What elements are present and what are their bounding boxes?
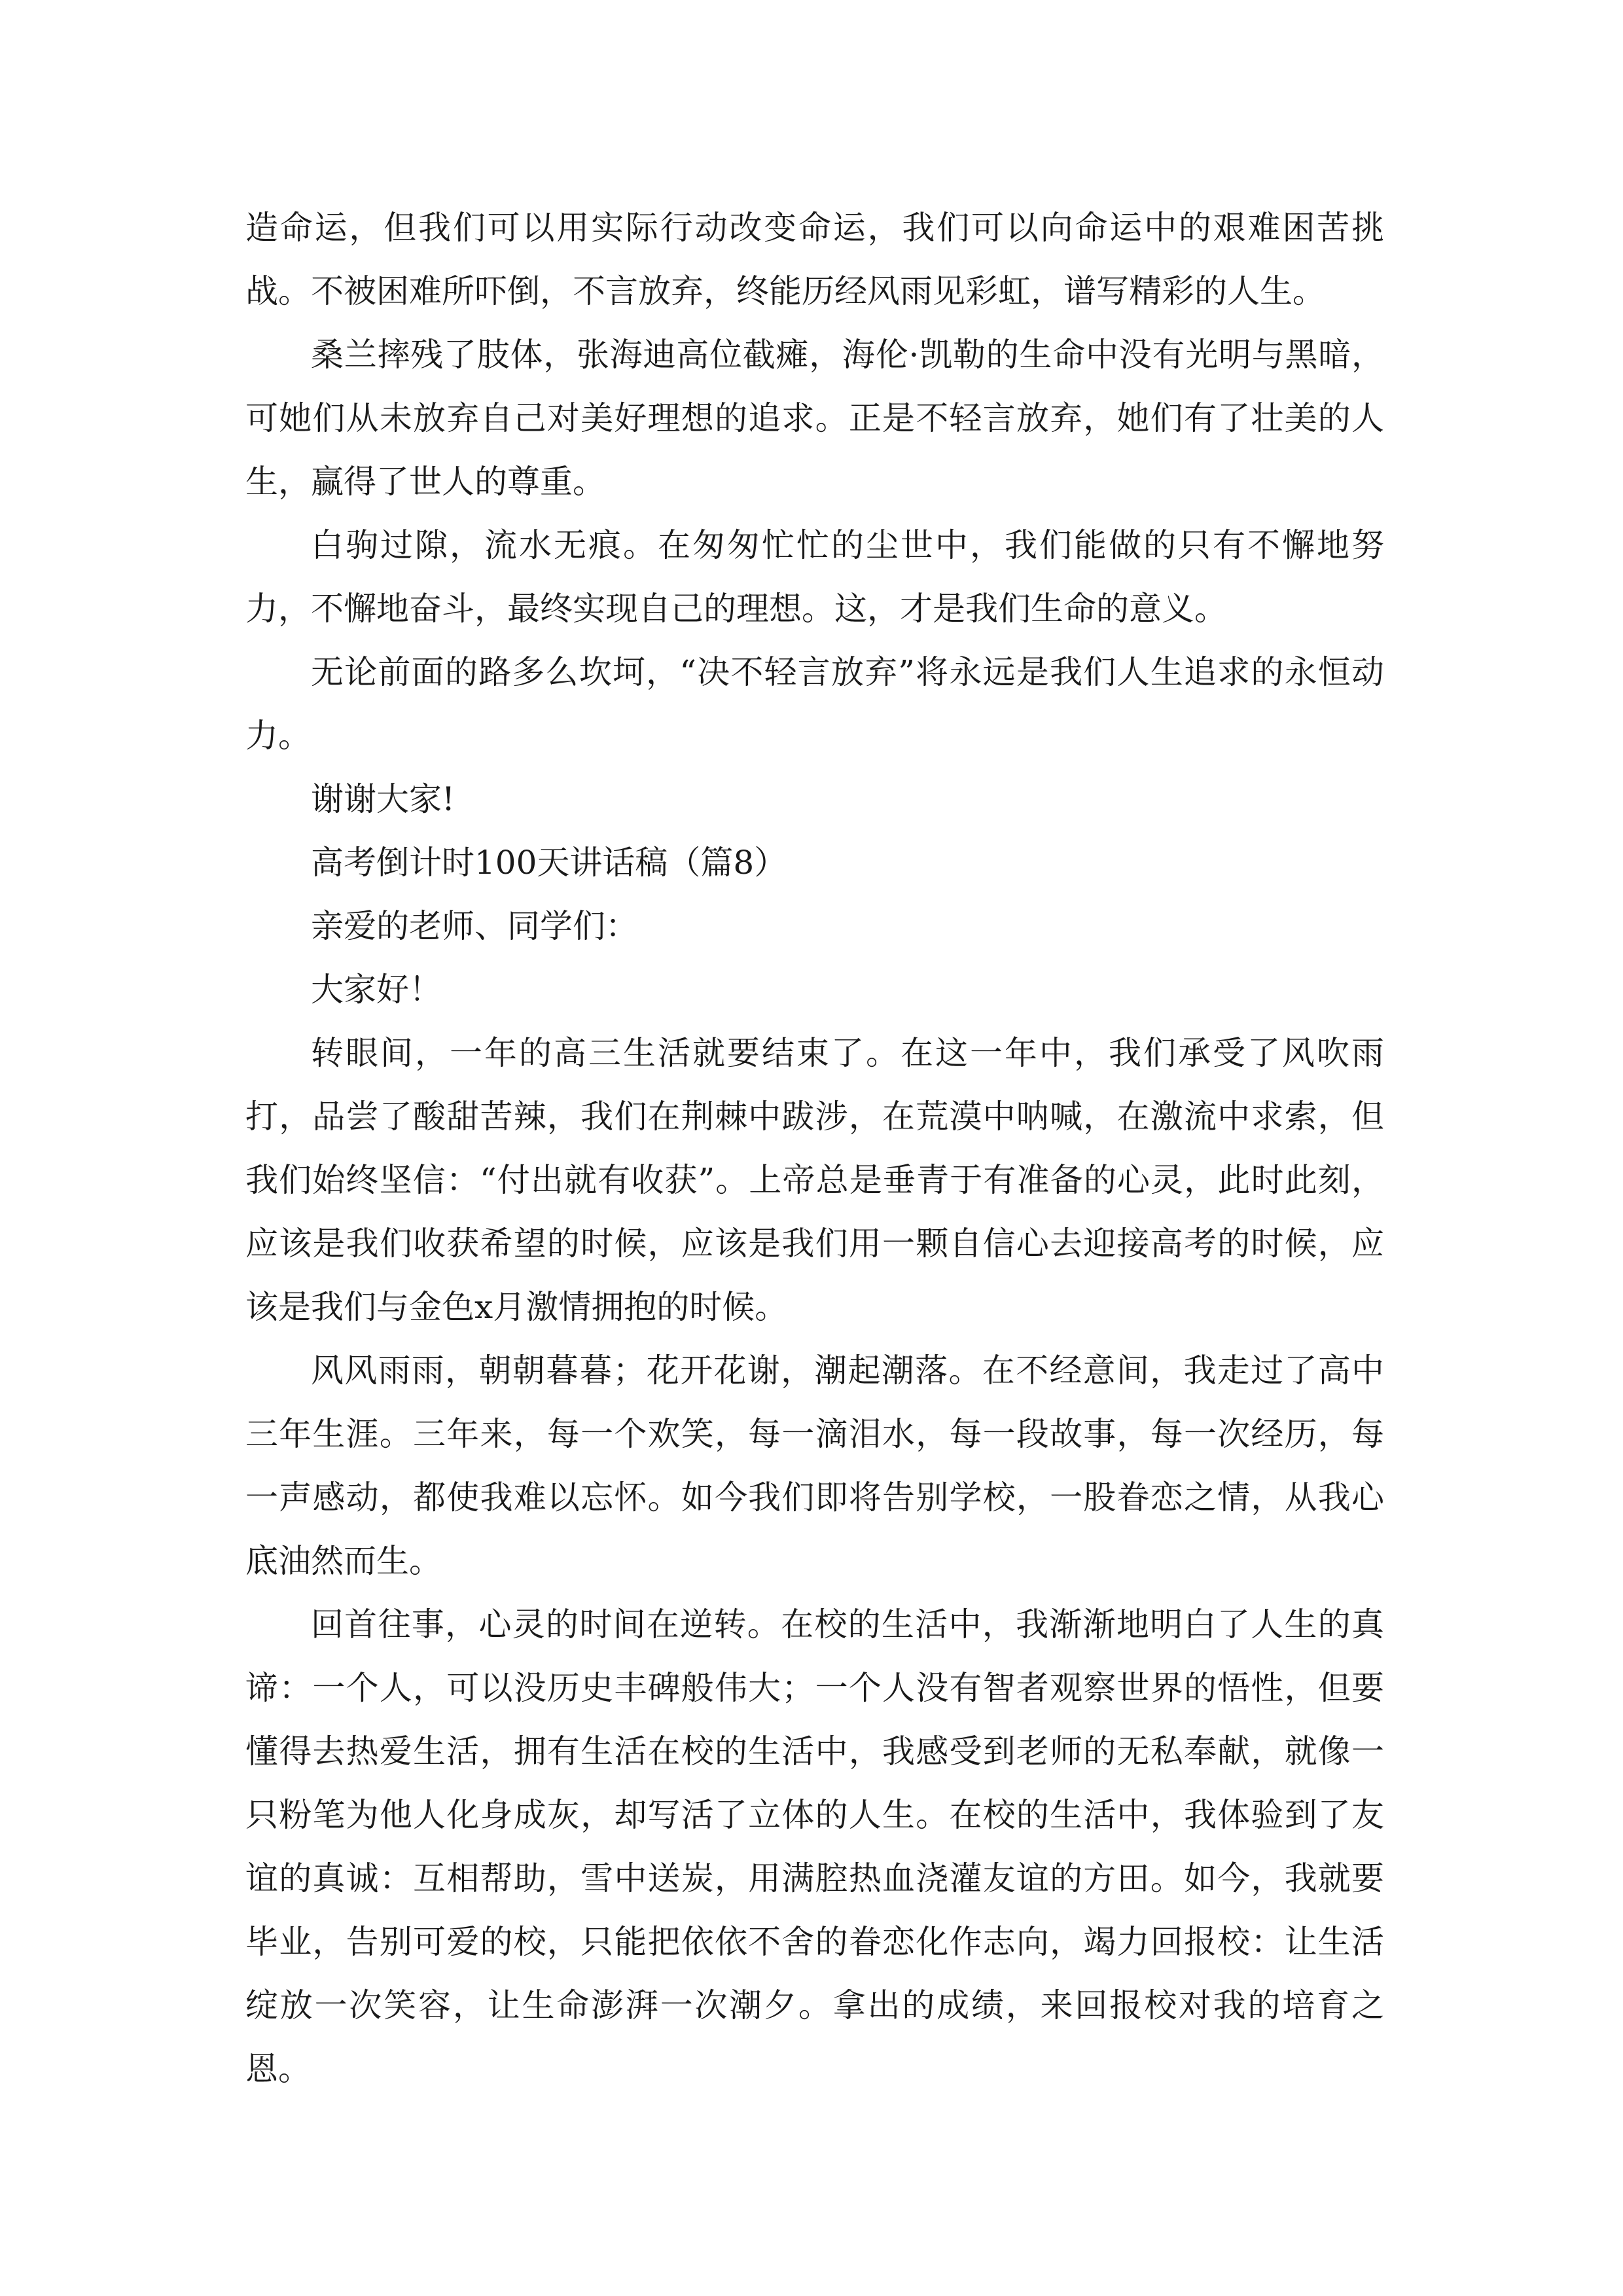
paragraph: 白驹过隙，流水无痕。在匆匆忙忙的尘世中，我们能做的只有不懈地努力，不懈地奋斗，最终实现自己的理想。这，才是我们生命的意义。 (245, 526, 1384, 628)
paragraph: 造命运，但我们可以用实际行动改变命运，我们可以向命运中的艰难困苦挑战。不被困难所吓倒，不言放弃，终能历经风雨见彩虹，谱写精彩的人生。 (245, 209, 1384, 310)
paragraph: 无论前面的路多么坎坷，“决不轻言放弃”将永远是我们人生追求的永恒动力。 (245, 653, 1384, 755)
salutation: 亲爱的老师、同学们： (311, 907, 638, 945)
paragraph: 回首往事，心灵的时间在逆转。在校的生活中，我渐渐地明白了人生的真谛：一个人，可以没历史丰碑般伟大；一个人没有智者观察世界的悟性，但要懂得去热爱生活，拥有生活在校的生活中，我感受到老师的无私奉献，就像一只粉笔为他人化身成灰，却写活了立体的人生。在校的生活中，我体验到了友谊的真诚：互相帮助，雪中送炭，用满腔热血浇灌友谊的方田。如今，我就要毕业，告别可爱的校，只能把依依不舍的眷恋化作志向，竭力回报校：让生活绽放一次笑容，让生命澎湃一次潮夕。拿出的成绩，来回报校对我的培育之恩。 (245, 1605, 1384, 2088)
paragraph: 桑兰摔残了肢体，张海迪高位截瘫，海伦·凯勒的生命中没有光明与黑暗，可她们从未放弃自己对美好理想的追求。正是不轻言放弃，她们有了壮美的人生，赢得了世人的尊重。 (245, 336, 1384, 501)
greeting: 大家好！ (311, 971, 442, 1009)
closing-line: 谢谢大家! (311, 780, 455, 818)
section-title: 高考倒计时100天讲话稿（篇8） (311, 844, 787, 882)
paragraph: 风风雨雨，朝朝暮暮；花开花谢，潮起潮落。在不经意间，我走过了高中三年生涯。三年来，每一个欢笑，每一滴泪水，每一段故事，每一次经历，每一声感动，都使我难以忘怀。如今我们即将告别学校，一股眷恋之情，从我心底油然而生。 (245, 1352, 1384, 1580)
document-body (245, 196, 1384, 2101)
paragraph: 转眼间，一年的高三生活就要结束了。在这一年中，我们承受了风吹雨打，品尝了酸甜苦辣，我们在荆棘中跋涉，在荒漠中呐喊，在激流中求索，但我们始终坚信：“付出就有收获”。上帝总是垂青于有准备的心灵，此时此刻，应该是我们收获希望的时候，应该是我们用一颗自信心去迎接高考的时候，应该是我们与金色x月激情拥抱的时候。 (245, 1034, 1384, 1326)
